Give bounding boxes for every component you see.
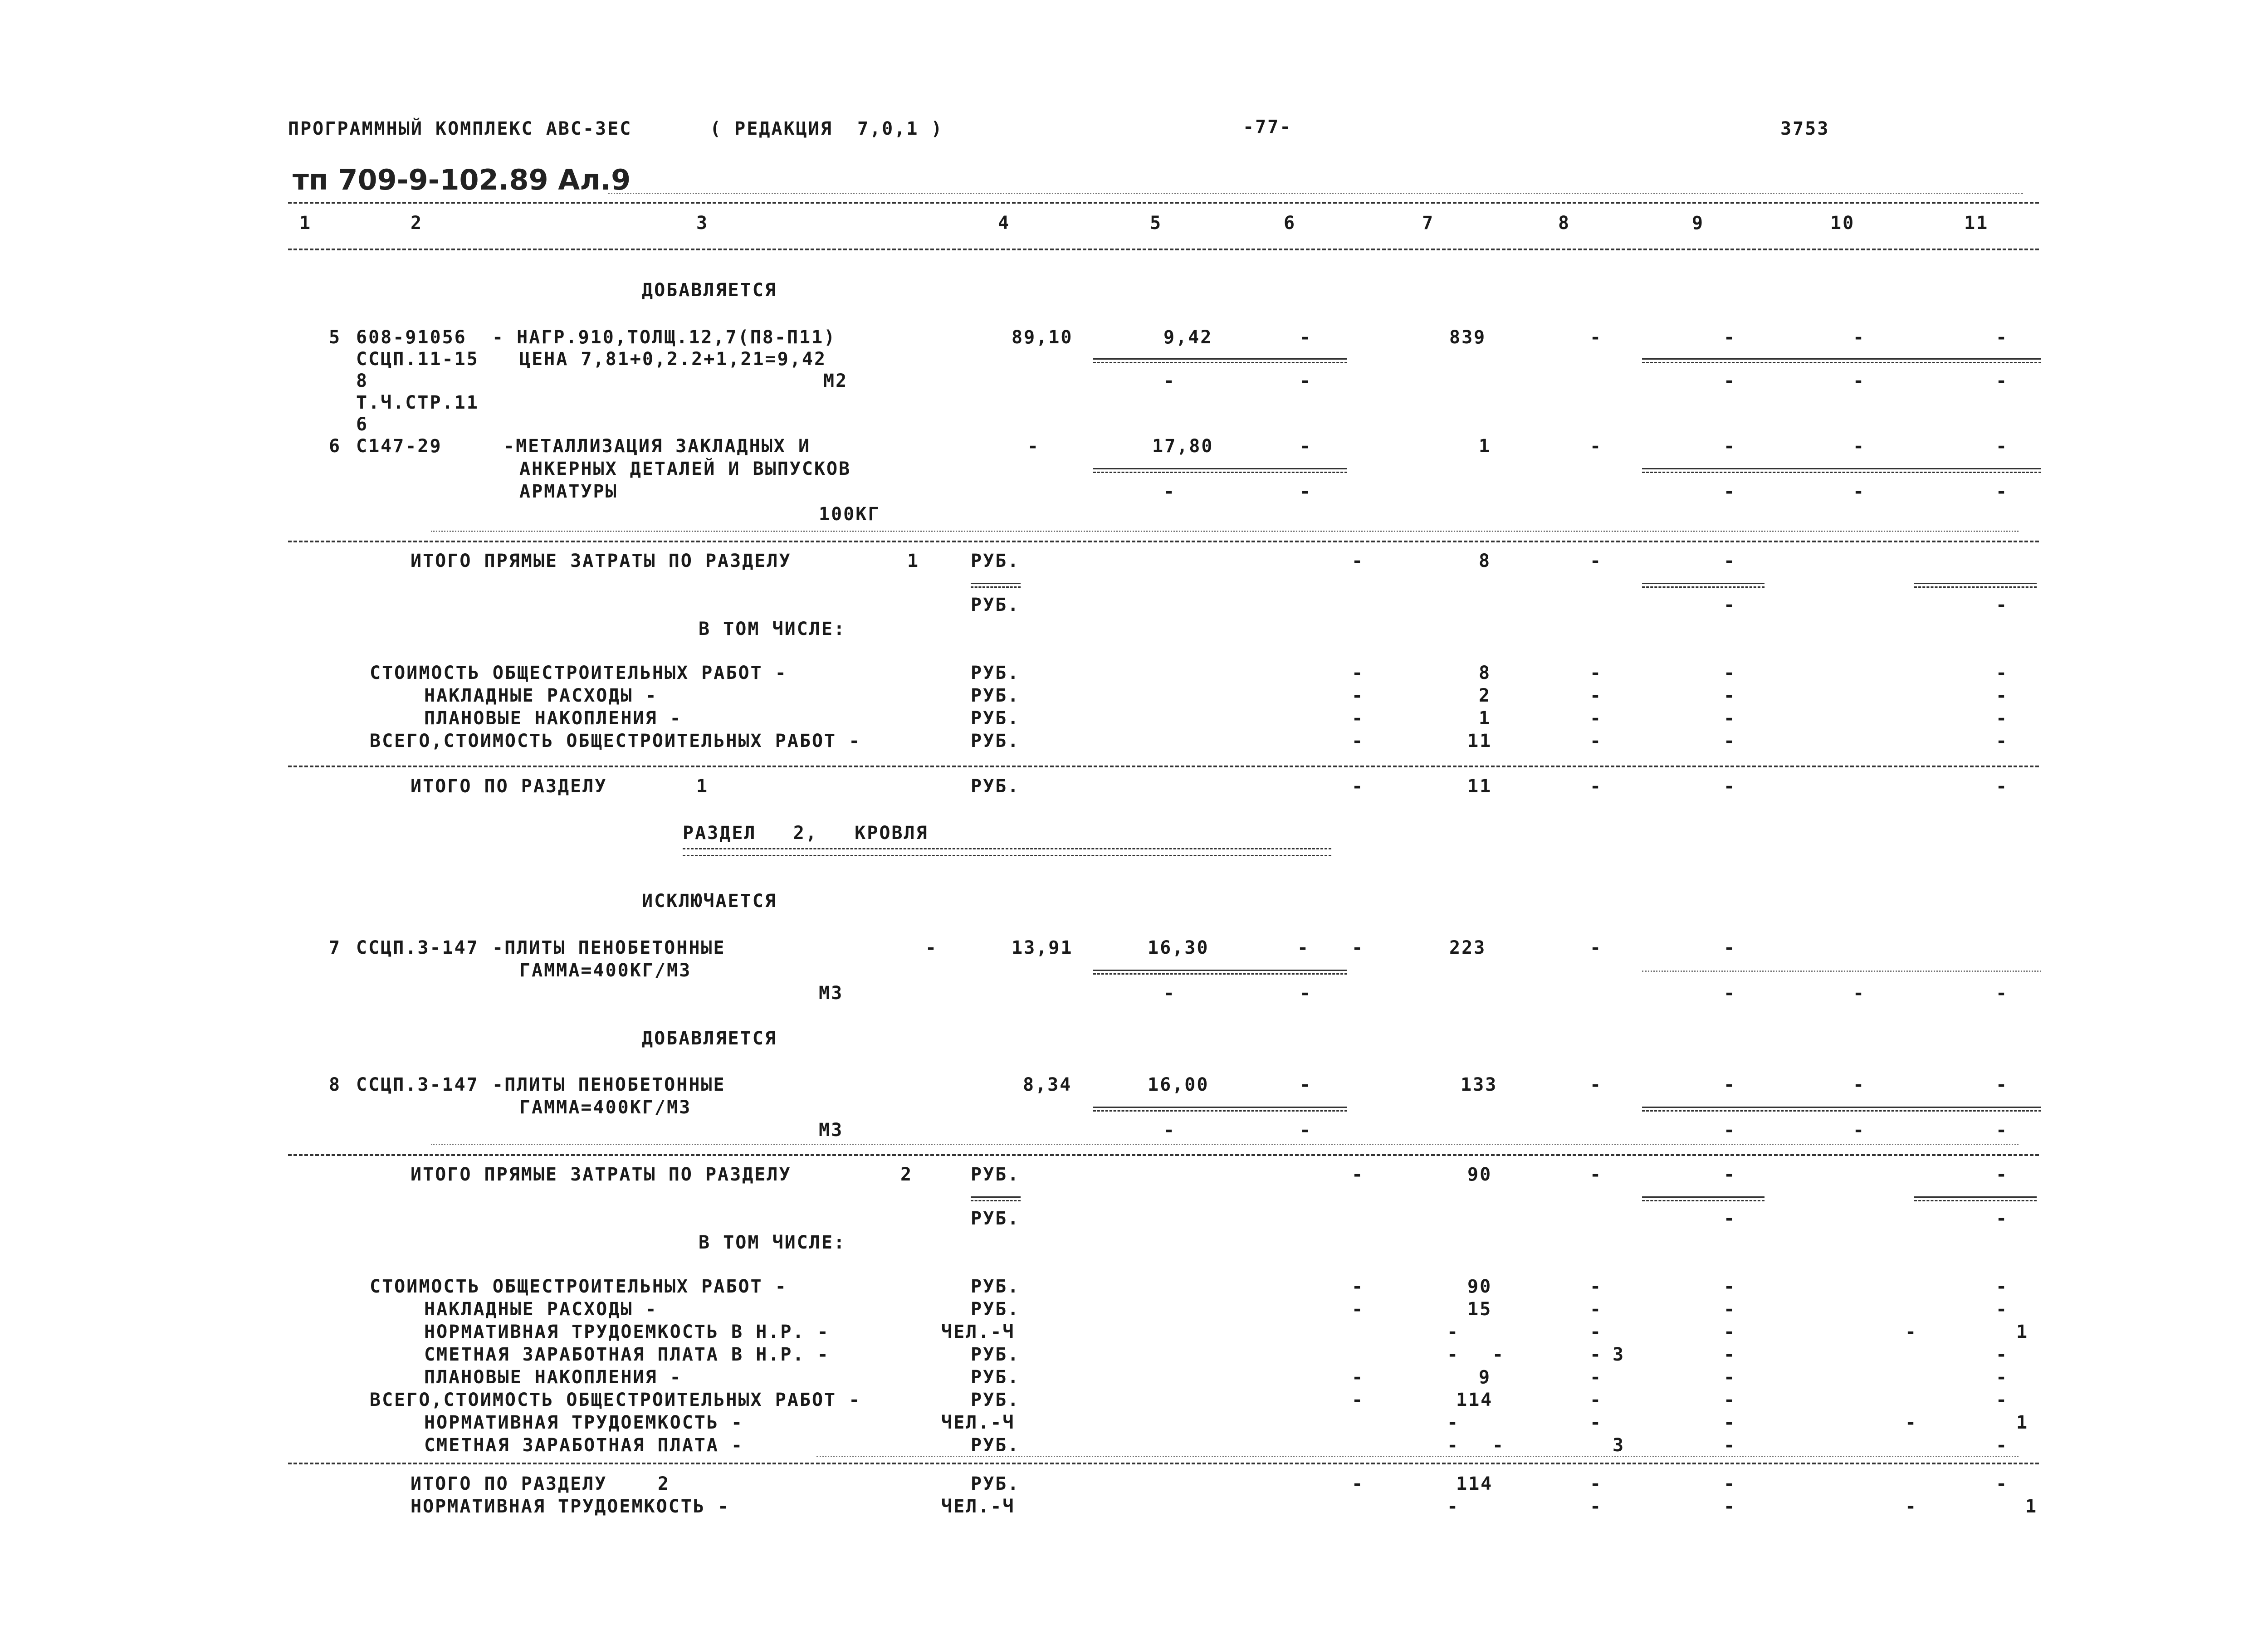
dash-cell: - [1724, 327, 1736, 348]
item-number: 6 [329, 436, 342, 457]
added-heading: ДОБАВЛЯЕТСЯ [642, 280, 777, 301]
grand-total-value: 11 [1467, 731, 1492, 751]
dash-cell: - [1590, 1322, 1603, 1342]
dash-cell: - [1352, 1299, 1364, 1320]
dash-cell: - [1447, 1412, 1460, 1433]
dash-cell: - [1905, 1412, 1918, 1433]
dash-cell: - [1724, 595, 1736, 615]
total-normative-labor-label: НОРМАТИВНАЯ ТРУДОЕМКОСТЬ - [411, 1496, 730, 1517]
column-header-bottom-rule [288, 249, 2039, 250]
wage-value: 3 [1613, 1435, 1625, 1456]
dash-cell: - [1853, 1120, 1866, 1141]
item-unit-price: 16,30 [1148, 937, 1209, 958]
item-quantity: 89,10 [1012, 327, 1073, 348]
dash-cell: - [1724, 481, 1736, 502]
section-divider [288, 1154, 2039, 1156]
total-direct-costs-label: ИТОГО ПРЯМЫЕ ЗАТРАТЫ ПО РАЗДЕЛУ [411, 1164, 792, 1185]
cell-underline [1642, 468, 2041, 473]
total-direct-costs-value: 90 [1467, 1164, 1492, 1185]
dash-cell: - [1590, 731, 1603, 751]
overhead-costs-value: 2 [1479, 685, 1491, 706]
currency-unit: РУБ. [971, 663, 1020, 683]
program-title: ПРОГРАММНЫЙ КОМПЛЕКС АВС-3ЕС [288, 118, 632, 139]
grand-total-label: ВСЕГО,СТОИМОСТЬ ОБЩЕСТРОИТЕЛЬНЫХ РАБОТ - [370, 1390, 861, 1410]
dash-cell: - [1447, 1344, 1460, 1365]
currency-unit: РУБ. [971, 1390, 1020, 1410]
dash-cell: - [1352, 708, 1364, 729]
column-number-6: 6 [1284, 213, 1296, 234]
dash-cell: - [1590, 1496, 1603, 1517]
section-title: РАЗДЕЛ 2, КРОВЛЯ [683, 823, 929, 844]
overhead-costs-value: 15 [1467, 1299, 1492, 1320]
dash-cell: - [1352, 1276, 1364, 1297]
dash-cell: - [1724, 731, 1736, 751]
labor-unit: ЧЕЛ.-Ч [941, 1322, 1015, 1342]
dash-cell: - [1724, 937, 1736, 958]
item-unit-price: 9,42 [1163, 327, 1213, 348]
cell-underline [1642, 1196, 1765, 1201]
dash-cell: - [1590, 436, 1603, 457]
dash-cell: - [1447, 1322, 1460, 1342]
row-dotted-line [431, 1144, 2019, 1145]
dash-cell: - [1300, 1120, 1312, 1141]
handwritten-project-reference: тп 709-9-102.89 Ал.9 [293, 163, 631, 196]
dash-cell: - [1996, 731, 2009, 751]
dash-cell: - [1724, 1435, 1736, 1456]
dash-cell: - [1163, 481, 1176, 502]
item-name: - НАГР.910,ТОЛЩ.12,7(П8-П11) [492, 327, 836, 348]
currency-unit: РУБ. [971, 1435, 1020, 1456]
item-name-continued: ГАММА=400КГ/М3 [519, 1097, 692, 1118]
dash-cell: - [1724, 551, 1736, 571]
dash-cell: - [1724, 436, 1736, 457]
cell-underline [971, 583, 1021, 588]
dash-cell: - [1905, 1496, 1918, 1517]
section-divider [288, 1463, 2039, 1464]
section-total-label: ИТОГО ПО РАЗДЕЛУ [411, 1473, 607, 1494]
normative-labor-value: 1 [2016, 1412, 2029, 1433]
item-name-continued: ГАММА=400КГ/М3 [519, 960, 692, 981]
currency-unit: РУБ. [971, 1276, 1020, 1297]
dash-cell: - [1352, 1367, 1364, 1388]
dash-cell: - [1724, 371, 1736, 391]
currency-unit: РУБ. [971, 1473, 1020, 1494]
sheet-code: 3753 [1780, 118, 1830, 139]
currency-unit: РУБ. [971, 731, 1020, 751]
cell-underline [1642, 1107, 2041, 1112]
dash-cell: - [1996, 1120, 2009, 1141]
item-code: ССЦП.3-147 [356, 1074, 479, 1095]
dash-cell: - [1163, 371, 1176, 391]
currency-unit: РУБ. [971, 551, 1020, 571]
currency-unit: РУБ. [971, 685, 1020, 706]
header-dotted-line [608, 193, 2023, 194]
dash-cell: - [1590, 663, 1603, 683]
section-number: 1 [696, 776, 709, 797]
dash-cell: - [1590, 776, 1603, 797]
item-name: -ПЛИТЫ ПЕНОБЕТОННЫЕ [492, 1074, 726, 1095]
general-construction-cost-value: 8 [1479, 663, 1491, 683]
labor-unit: ЧЕЛ.-Ч [941, 1412, 1015, 1433]
dash-cell: - [1724, 685, 1736, 706]
wage-label: СМЕТНАЯ ЗАРАБОТНАЯ ПЛАТА - [424, 1435, 744, 1456]
dash-cell: - [1853, 1074, 1866, 1095]
general-construction-cost-value: 90 [1467, 1276, 1492, 1297]
dash-cell: - [1996, 1208, 2009, 1229]
dash-cell: - [1352, 663, 1364, 683]
dash-cell: - [1724, 983, 1736, 1004]
item-quantity: 13,91 [1012, 937, 1073, 958]
cell-underline [1093, 1107, 1347, 1112]
dash-cell: - [1724, 1496, 1736, 1517]
overhead-costs-label: НАКЛАДНЫЕ РАСХОДЫ - [424, 685, 658, 706]
item-name-continued: АРМАТУРЫ [519, 481, 618, 502]
row-dotted-line [816, 1456, 2019, 1457]
item-code: 608-91056 [356, 327, 467, 348]
excluded-heading: ИСКЛЮЧАЕТСЯ [642, 891, 777, 912]
dash-cell: - [1996, 663, 2009, 683]
dash-cell: - [1590, 1074, 1603, 1095]
normative-labor-in-overhead-value: 1 [2016, 1322, 2029, 1342]
currency-unit: РУБ. [971, 1164, 1020, 1185]
dash-cell: - [1590, 1473, 1603, 1494]
item-cost: 1 [1479, 436, 1491, 457]
dash-cell: - [1724, 1473, 1736, 1494]
dash-cell: - [1724, 1344, 1736, 1365]
dash-cell: - [1492, 1344, 1505, 1365]
dash-cell: - [1352, 937, 1364, 958]
normative-labor-label: НОРМАТИВНАЯ ТРУДОЕМКОСТЬ - [424, 1412, 744, 1433]
item-unit: М3 [819, 1120, 844, 1141]
cell-underline [1642, 358, 2041, 363]
column-number-8: 8 [1558, 213, 1571, 234]
page-number: -77- [1243, 117, 1292, 137]
currency-unit: РУБ. [971, 595, 1020, 615]
dash-cell: - [1996, 1074, 2009, 1095]
dash-cell: - [1853, 436, 1866, 457]
dash-cell: - [1590, 1299, 1603, 1320]
dash-cell: - [1724, 663, 1736, 683]
total-direct-costs-value: 8 [1479, 551, 1491, 571]
dash-cell: - [1905, 1322, 1918, 1342]
dash-cell: - [1300, 371, 1312, 391]
section-number: 2 [658, 1473, 670, 1494]
cell-underline-faint [1642, 971, 2041, 972]
dash-cell: - [1996, 1164, 2009, 1185]
dash-cell: - [1590, 1367, 1603, 1388]
wage-in-overhead-label: СМЕТНАЯ ЗАРАБОТНАЯ ПЛАТА В Н.Р. - [424, 1344, 830, 1365]
column-number-11: 11 [1964, 213, 1989, 234]
dash-cell: - [1163, 1120, 1176, 1141]
dash-cell: - [1853, 481, 1866, 502]
dash-cell: - [1996, 1435, 2009, 1456]
dash-cell: - [1996, 371, 2009, 391]
item-number: 8 [329, 1074, 342, 1095]
section-number: 1 [907, 551, 920, 571]
column-number-10: 10 [1830, 213, 1855, 234]
dash-cell: - [1996, 327, 2009, 348]
column-number-1: 1 [299, 213, 312, 234]
including-heading: В ТОМ ЧИСЛЕ: [699, 1232, 846, 1253]
item-name-continued: АНКЕРНЫХ ДЕТАЛЕЙ И ВЫПУСКОВ [519, 458, 851, 479]
row-dotted-line [431, 531, 2019, 532]
item-cost: 133 [1461, 1074, 1498, 1095]
dash-cell: - [1724, 1299, 1736, 1320]
dash-cell: - [1853, 371, 1866, 391]
dash-cell: - [1352, 551, 1364, 571]
column-number-2: 2 [411, 213, 423, 234]
item-name: -ПЛИТЫ ПЕНОБЕТОННЫЕ [492, 937, 726, 958]
dash-cell: - [1996, 436, 2009, 457]
general-construction-cost-label: СТОИМОСТЬ ОБЩЕСТРОИТЕЛЬНЫХ РАБОТ - [370, 1276, 787, 1297]
dash-cell: - [1996, 1344, 2009, 1365]
dash-cell: - [1853, 327, 1866, 348]
normative-labor-in-overhead-label: НОРМАТИВНАЯ ТРУДОЕМКОСТЬ В Н.Р. - [424, 1322, 830, 1342]
dash-cell: - [1300, 327, 1312, 348]
dash-cell: - [1300, 1074, 1312, 1095]
dash-cell: - [1447, 1496, 1460, 1517]
dash-cell: - [1590, 327, 1603, 348]
currency-unit: РУБ. [971, 1208, 1020, 1229]
dash-cell: - [1724, 1322, 1736, 1342]
overhead-costs-label: НАКЛАДНЫЕ РАСХОДЫ - [424, 1299, 658, 1320]
dash-cell: - [1492, 1435, 1505, 1456]
dash-cell: - [1027, 436, 1040, 457]
dash-cell: - [1590, 685, 1603, 706]
dash-cell: - [1724, 1412, 1736, 1433]
grand-total-label: ВСЕГО,СТОИМОСТЬ ОБЩЕСТРОИТЕЛЬНЫХ РАБОТ - [370, 731, 861, 751]
dash-cell: - [1724, 1367, 1736, 1388]
item-unit-price: 17,80 [1152, 436, 1214, 457]
dash-cell: - [1996, 1390, 2009, 1410]
dash-cell: - [1853, 983, 1866, 1004]
dash-cell: - [1996, 1473, 2009, 1494]
cell-underline [1093, 358, 1347, 363]
column-number-5: 5 [1150, 213, 1163, 234]
including-heading: В ТОМ ЧИСЛЕ: [699, 619, 846, 639]
section-total-value: 114 [1456, 1473, 1493, 1494]
dash-cell: - [1996, 983, 2009, 1004]
column-number-7: 7 [1422, 213, 1435, 234]
dash-cell: - [1996, 708, 2009, 729]
item-reference: ССЦП.11-15 [356, 349, 479, 370]
planned-savings-label: ПЛАНОВЫЕ НАКОПЛЕНИЯ - [424, 708, 682, 729]
dash-cell: - [1352, 685, 1364, 706]
total-direct-costs-label: ИТОГО ПРЯМЫЕ ЗАТРАТЫ ПО РАЗДЕЛУ [411, 551, 792, 571]
dash-cell: - [1996, 595, 2009, 615]
general-construction-cost-label: СТОИМОСТЬ ОБЩЕСТРОИТЕЛЬНЫХ РАБОТ - [370, 663, 787, 683]
cell-underline [1093, 970, 1347, 975]
planned-savings-value: 1 [1479, 708, 1491, 729]
item-quantity: 8,34 [1023, 1074, 1072, 1095]
cell-underline [1914, 1196, 2037, 1201]
labor-unit: ЧЕЛ.-Ч [941, 1496, 1015, 1517]
currency-unit: РУБ. [971, 708, 1020, 729]
item-cost: 839 [1449, 327, 1486, 348]
item-note: Т.Ч.СТР.11 [356, 392, 479, 413]
column-number-4: 4 [998, 213, 1011, 234]
dash-cell: - [1447, 1435, 1460, 1456]
currency-unit: РУБ. [971, 1344, 1020, 1365]
item-unit: М3 [819, 983, 844, 1004]
column-header-top-rule [288, 202, 2039, 204]
cell-underline [1642, 583, 1765, 588]
dash-cell: - [1590, 551, 1603, 571]
dash-cell: - [1352, 1390, 1364, 1410]
dash-cell: - [1590, 708, 1603, 729]
section-total-value: 11 [1467, 776, 1492, 797]
dash-cell: - [1724, 1208, 1736, 1229]
dash-cell: - [925, 937, 938, 958]
dash-cell: - [1352, 1164, 1364, 1185]
item-unit: 100КГ [819, 504, 880, 525]
grand-total-value: 114 [1456, 1390, 1493, 1410]
dash-cell: - [1724, 1120, 1736, 1141]
planned-savings-label: ПЛАНОВЫЕ НАКОПЛЕНИЯ - [424, 1367, 682, 1388]
dash-cell: - [1590, 1276, 1603, 1297]
dash-cell: - [1590, 1344, 1603, 1365]
planned-savings-value: 9 [1479, 1367, 1491, 1388]
dash-cell: - [1724, 776, 1736, 797]
section-divider [288, 541, 2039, 542]
dash-cell: - [1996, 1367, 2009, 1388]
dash-cell: - [1297, 937, 1310, 958]
section-title-underline [683, 848, 1331, 856]
dash-cell: - [1300, 481, 1312, 502]
dash-cell: - [1724, 1074, 1736, 1095]
currency-unit: РУБ. [971, 1299, 1020, 1320]
column-number-3: 3 [696, 213, 709, 234]
dash-cell: - [1724, 708, 1736, 729]
item-code: ССЦП.3-147 [356, 937, 479, 958]
dash-cell: - [1163, 983, 1176, 1004]
column-number-9: 9 [1692, 213, 1705, 234]
dash-cell: - [1590, 1390, 1603, 1410]
dash-cell: - [1996, 481, 2009, 502]
item-number: 7 [329, 937, 342, 958]
dash-cell: - [1352, 776, 1364, 797]
section-number: 2 [900, 1164, 913, 1185]
cell-underline [971, 1196, 1021, 1201]
dash-cell: - [1724, 1164, 1736, 1185]
dash-cell: - [1590, 937, 1603, 958]
section-divider [288, 766, 2039, 767]
section-total-label: ИТОГО ПО РАЗДЕЛУ [411, 776, 607, 797]
dash-cell: - [1996, 685, 2009, 706]
item-note: 6 [356, 414, 369, 435]
item-number: 5 [329, 327, 342, 348]
item-name: -МЕТАЛЛИЗАЦИЯ ЗАКЛАДНЫХ И [503, 436, 811, 457]
dash-cell: - [1590, 1412, 1603, 1433]
added-heading: ДОБАВЛЯЕТСЯ [642, 1028, 777, 1049]
total-normative-labor-value: 1 [2025, 1496, 2038, 1517]
cell-underline [1914, 583, 2037, 588]
dash-cell: - [1300, 983, 1312, 1004]
wage-in-overhead-value: 3 [1613, 1344, 1625, 1365]
dash-cell: - [1300, 436, 1312, 457]
item-unit: М2 [823, 371, 848, 391]
currency-unit: РУБ. [971, 1367, 1020, 1388]
item-note: 8 [356, 371, 369, 391]
dash-cell: - [1996, 776, 2009, 797]
currency-unit: РУБ. [971, 776, 1020, 797]
dash-cell: - [1724, 1276, 1736, 1297]
item-unit-price: 16,00 [1148, 1074, 1209, 1095]
item-code: С147-29 [356, 436, 442, 457]
dash-cell: - [1996, 1276, 2009, 1297]
item-price-calculation: ЦЕНА 7,81+0,2.2+1,21=9,42 [519, 349, 827, 370]
dash-cell: - [1996, 1299, 2009, 1320]
dash-cell: - [1352, 731, 1364, 751]
cell-underline [1093, 468, 1347, 473]
dash-cell: - [1352, 1473, 1364, 1494]
dash-cell: - [1590, 1164, 1603, 1185]
edition-label: ( РЕДАКЦИЯ 7,0,1 ) [710, 118, 943, 139]
dash-cell: - [1724, 1390, 1736, 1410]
item-cost: 223 [1449, 937, 1486, 958]
